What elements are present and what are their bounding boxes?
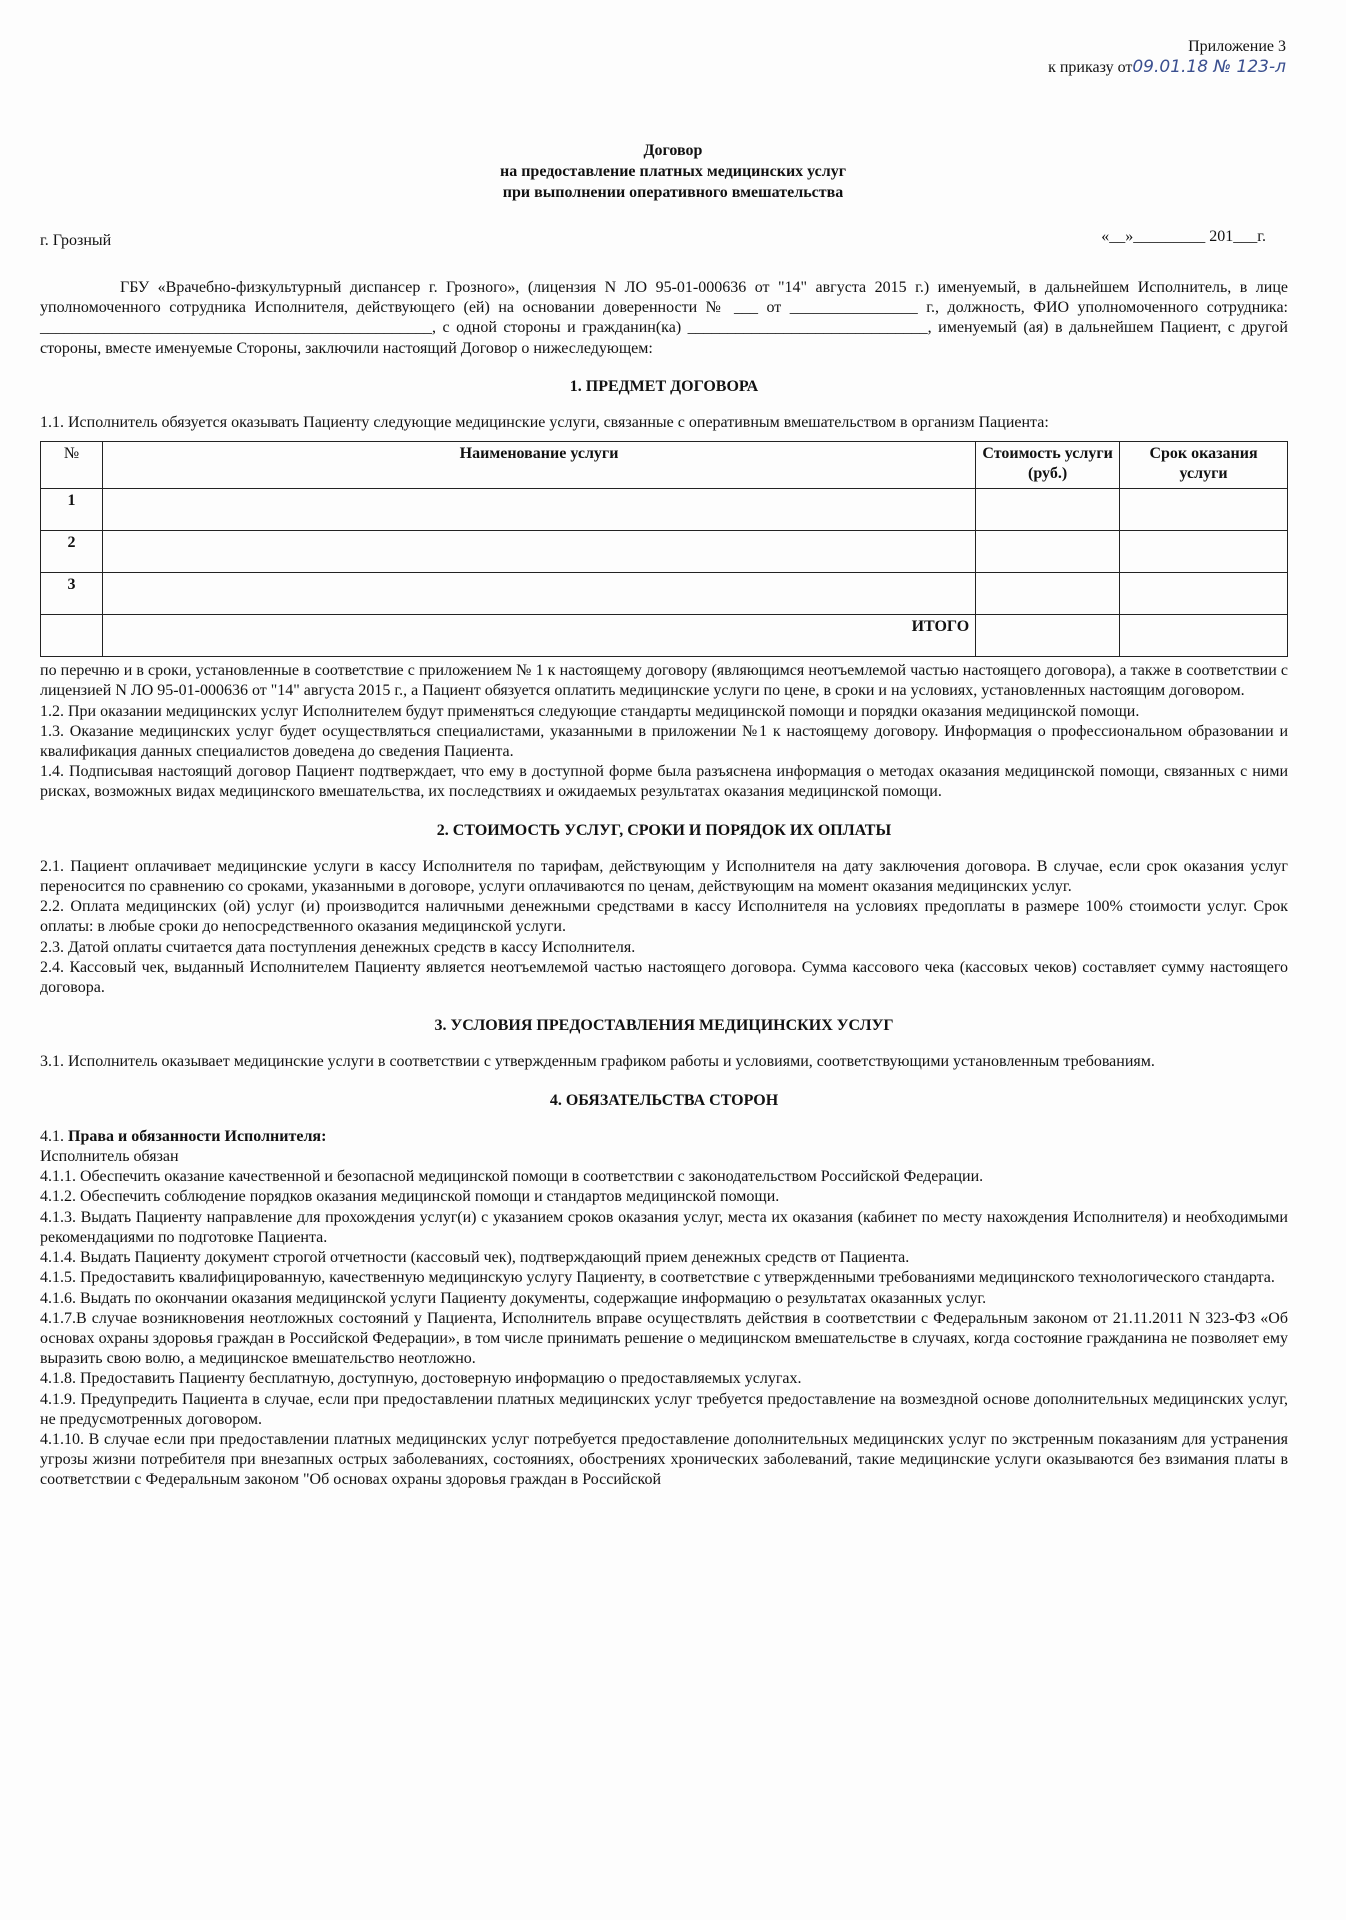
- clause-4-1-4: 4.1.4. Выдать Пациенту документ строгой отчетности (кассовый чек), подтверждающий прием денежных средств от Пациента.: [40, 1249, 910, 1267]
- service-cost-cell[interactable]: [976, 573, 1120, 615]
- clause-4-1-2: 4.1.2. Обеспечить соблюдение порядков оказания медицинской помощи и стандартов медицинской помощи.: [40, 1188, 780, 1206]
- service-term-cell[interactable]: [1120, 531, 1288, 573]
- col-cost-header: Стоимость услуги (руб.): [976, 442, 1120, 489]
- services-table: [40, 441, 1288, 657]
- clause-4-1-title: Права и обязанности Исполнителя:: [68, 1127, 327, 1145]
- total-cost-cell[interactable]: [976, 615, 1120, 657]
- clause-4-1-1: 4.1.1. Обеспечить оказание качественной и безопасной медицинской помощи в соответствии с законодательством Российской Федерации.: [40, 1168, 984, 1186]
- annex-order-label: к приказу от: [1048, 59, 1133, 76]
- clause-4-1-10: 4.1.10. В случае если при предоставлении платных медицинских услуг потребуется предоставление дополнительных медицинских услуг по экстренным показаниям для устранения угрозы жизни потребителя при внезапных острых заболеваниях, состояниях, обострениях хронических заболеваний, такие медицинские услуги оказываются без взимания платы в соответствии с Федеральным законом "Об основах охраны здоровья граждан в Российской: [40, 1430, 1288, 1489]
- service-name-cell[interactable]: [102, 489, 975, 531]
- executor-obliged: Исполнитель обязан: [40, 1148, 179, 1166]
- date-line: «__»_________ 201___г.: [1101, 228, 1266, 245]
- clause-4-1-7: 4.1.7.В случае возникновения неотложных состояний у Пациента, Исполнитель вправе осуществлять действия в соответствии с Федеральным законом от 21.11.2011 N 323-ФЗ «Об основах охраны здоровья граждан в Российской Федерации», в том числе принимать решение о медицинском вмешательстве в случаях, когда состояние гражданина не позволяет ему выразить свою волю, а медицинское вмешательство неотложно.: [40, 1309, 1288, 1368]
- clause-4-1-6: 4.1.6. Выдать по окончании оказания медицинской услуги Пациенту документы, содержащие информацию о результатах оказанных услуг.: [40, 1289, 987, 1307]
- service-term-cell[interactable]: [1120, 489, 1288, 531]
- total-empty-cell: [41, 615, 103, 657]
- section-1-heading: 1. ПРЕДМЕТ ДОГОВОРА: [569, 377, 759, 395]
- annex-order-line: [1048, 57, 1286, 78]
- clause-1-1-continued: по перечню и в сроки, установленные в соответствие с приложением № 1 к настоящему договору (являющимся неотъемлемой частью настоящего договора), а также в соответствии с лицензией N ЛО 95-01-000636 от "14" августа 2015 г., а Пациент обязуется оплатить медицинские услуги по цене, в сроки и на условиях, установленных настоящим договором.: [40, 662, 1288, 700]
- total-term-cell: [1120, 615, 1288, 657]
- service-name-cell[interactable]: [102, 573, 975, 615]
- row-number: 2: [41, 531, 103, 573]
- title-line-3: при выполнении оперативного вмешательства: [502, 184, 844, 201]
- service-cost-cell[interactable]: [976, 531, 1120, 573]
- row-number: 1: [41, 489, 103, 531]
- document-body: [40, 278, 1288, 1491]
- table-header-row: [41, 442, 1288, 489]
- clause-2-2: 2.2. Оплата медицинских (ой) услуг (и) производится наличными денежными средствами в кассу Исполнителя на условиях предоплаты в размере 100% стоимости услуг. Срок оплаты: в любые сроки до непосредственного оказания медицинской услуги.: [40, 898, 1288, 936]
- intro-paragraph: ГБУ «Врачебно-физкультурный диспансер г. Грозного», (лицензия N ЛО 95-01-000636 от "14" августа 2015 г.) именуемый, в дальнейшем Исполнитель, в лице уполномоченного сотрудника Исполнителя, действующего (ей) на основании доверенности № ___ от ________________ г., должность, ФИО уполномоченного сотрудника: _________________________________________________, с одной стороны и гражданин(ка) ______________________________, именуемый (ая) в дальнейшем Пациент, с другой стороны, вместе именуемые Стороны, заключили настоящий Договор о нижеследующем:: [40, 279, 1288, 357]
- row-number: 3: [41, 573, 103, 615]
- document-title: [0, 140, 1346, 203]
- section-3-heading: 3. УСЛОВИЯ ПРЕДОСТАВЛЕНИЯ МЕДИЦИНСКИХ УСЛУГ: [434, 1017, 894, 1035]
- col-number-header: №: [41, 442, 103, 489]
- clause-4-1-8: 4.1.8. Предоставить Пациенту бесплатную, доступную, достоверную информацию о предоставляемых услугах.: [40, 1370, 802, 1388]
- total-label: ИТОГО: [102, 615, 975, 657]
- title-line-2: на предоставление платных медицинских услуг: [499, 163, 847, 180]
- clause-4-1: [40, 1127, 1288, 1147]
- clause-4-1-5: 4.1.5. Предоставить квалифицированную, качественную медицинскую услугу Пациенту, в соответствие с утвержденными требованиями медицинского технологического стандарта.: [40, 1269, 1275, 1287]
- clause-2-3: 2.3. Датой оплаты считается дата поступления денежных средств в кассу Исполнителя.: [40, 938, 636, 956]
- service-term-cell[interactable]: [1120, 573, 1288, 615]
- table-row: [41, 573, 1288, 615]
- title-line-1: Договор: [643, 142, 703, 159]
- table-row: [41, 489, 1288, 531]
- service-name-cell[interactable]: [102, 531, 975, 573]
- section-2-heading: 2. СТОИМОСТЬ УСЛУГ, СРОКИ И ПОРЯДОК ИХ ОПЛАТЫ: [436, 821, 892, 839]
- clause-1-1: 1.1. Исполнитель обязуется оказывать Пациенту следующие медицинские услуги, связанные с оперативным вмешательством в организм Пациента:: [40, 414, 1049, 432]
- clause-1-3: 1.3. Оказание медицинских услуг будет осуществляться специалистами, указанными в приложении №1 к настоящему договору. Информация о профессиональном образовании и квалификация данных специалистов доведена до сведения Пациента.: [40, 722, 1288, 761]
- handwritten-order-number: 09.01.18 № 123-л: [1132, 57, 1286, 77]
- clause-2-1: 2.1. Пациент оплачивает медицинские услуги в кассу Исполнителя по тарифам, действующим у Исполнителя на дату заключения договора. В случае, если срок оказания услуг переносится по сравнению со сроками, указанными в договоре, услуги оплачиваются по ценам, действующим на момент оказания медицинских услуг.: [40, 857, 1288, 896]
- clause-1-4: 1.4. Подписывая настоящий договор Пациент подтверждает, что ему в доступной форме была разъяснена информация о методах оказания медицинской помощи, связанных с ними рисках, возможных видах медицинского вмешательства, их последствиях и ожидаемых результатах оказания медицинской помощи.: [40, 763, 1288, 801]
- clause-3-1: 3.1. Исполнитель оказывает медицинские услуги в соответствии с утвержденным графиком работы и условиями, соответствующими установленным требованиям.: [40, 1053, 1155, 1071]
- clause-4-1-9: 4.1.9. Предупредить Пациента в случае, если при предоставлении платных медицинских услуг требуется предоставление на возмездной основе дополнительных медицинских услуг, не предусмотренных договором.: [40, 1390, 1288, 1428]
- table-row: [41, 531, 1288, 573]
- clause-4-1-3: 4.1.3. Выдать Пациенту направление для прохождения услуг(и) с указанием сроков оказания услуг, места их оказания (кабинет по месту нахождения Исполнителя) и необходимыми рекомендациями по подготовке Пациента.: [40, 1208, 1288, 1246]
- col-term-header: Срок оказания услуги: [1120, 442, 1288, 489]
- table-total-row: [41, 615, 1288, 657]
- annex-header: [1048, 36, 1286, 78]
- clause-4-1-number: 4.1.: [40, 1127, 64, 1145]
- city-label: г. Грозный: [40, 232, 112, 249]
- annex-number: Приложение 3: [1188, 38, 1286, 55]
- clause-1-2: 1.2. При оказании медицинских услуг Исполнителем будут применяться следующие стандарты медицинской помощи и порядки оказания медицинской помощи.: [40, 702, 1140, 720]
- service-cost-cell[interactable]: [976, 489, 1120, 531]
- clause-2-4: 2.4. Кассовый чек, выданный Исполнителем Пациенту является неотъемлемой частью настоящего договора. Сумма кассового чека (кассовых чеков) составляет сумму настоящего договора.: [40, 958, 1288, 997]
- col-service-name-header: Наименование услуги: [102, 442, 975, 489]
- section-4-heading: 4. ОБЯЗАТЕЛЬСТВА СТОРОН: [549, 1091, 779, 1109]
